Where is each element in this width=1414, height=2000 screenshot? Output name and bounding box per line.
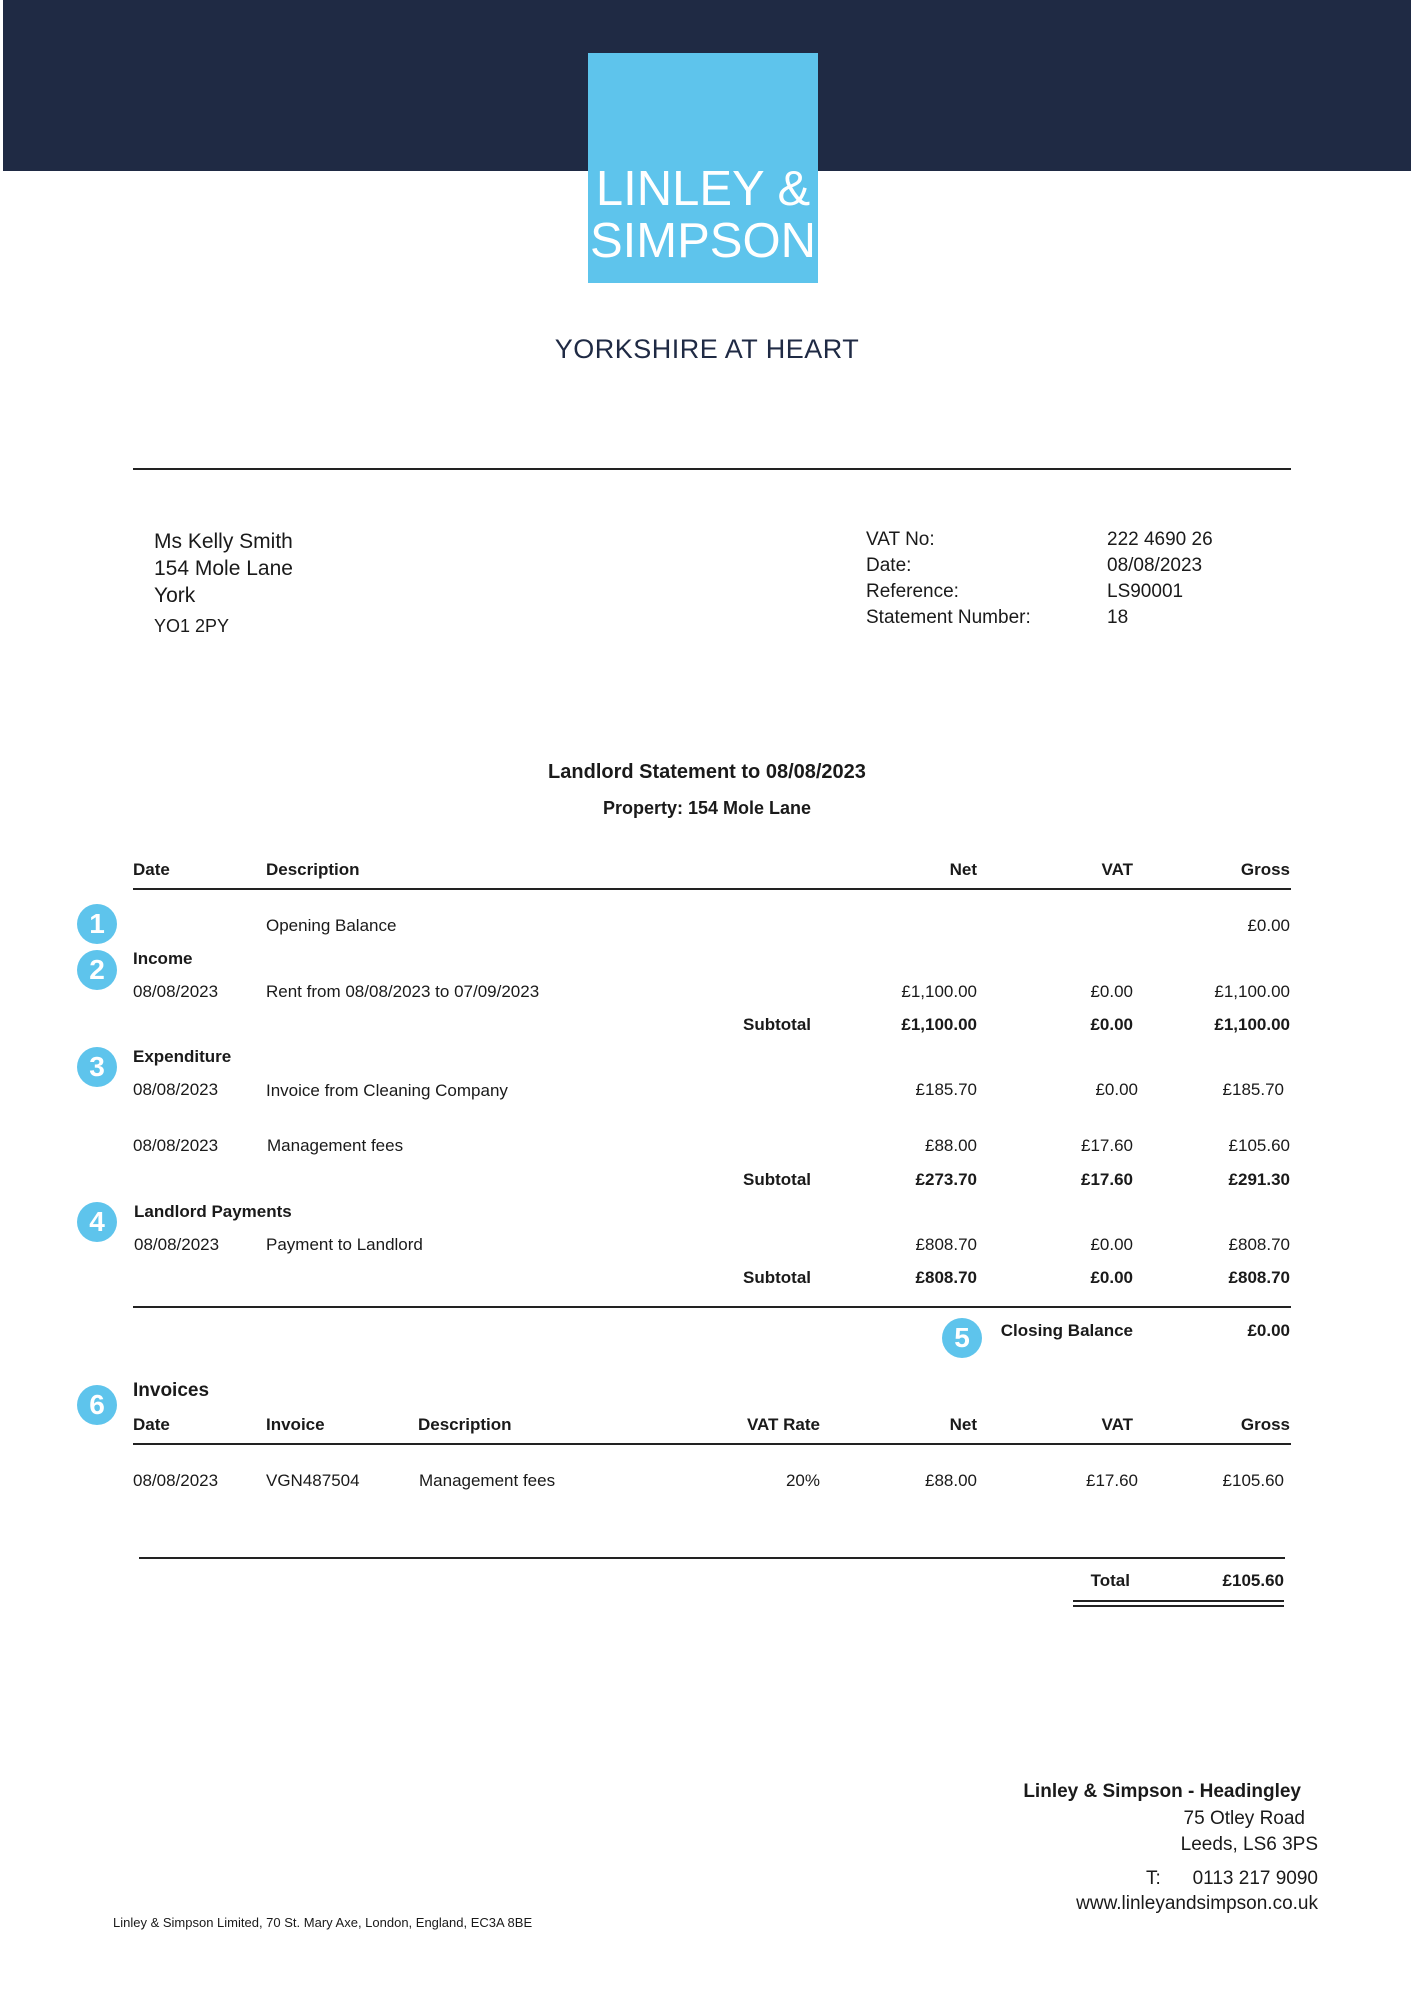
opening-balance-gross: £0.00 <box>1247 916 1290 935</box>
expenditure-row-date: 08/08/2023 <box>133 1080 219 1099</box>
expenditure-row-description: Invoice from Cleaning Company <box>266 1081 508 1100</box>
recipient-city: York <box>154 584 196 607</box>
landlord-payment-row-description: Payment to Landlord <box>266 1235 423 1254</box>
landlord-payments-heading: Landlord Payments <box>134 1202 292 1221</box>
income-heading: Income <box>133 949 193 968</box>
meta-value-reference: LS90001 <box>1107 581 1184 602</box>
recipient-name: Ms Kelly Smith <box>154 530 293 553</box>
office-phone-label: T: <box>1146 1868 1161 1889</box>
invoice-total-value: £105.60 <box>1222 1571 1284 1590</box>
col-header-description: Description <box>266 860 360 879</box>
step-badge-3: 3 <box>77 1047 117 1087</box>
invoice-col-header-date: Date <box>133 1415 170 1434</box>
invoice-row-date: 08/08/2023 <box>133 1471 219 1490</box>
expenditure-subtotal-vat: £17.60 <box>1081 1170 1133 1189</box>
step-badge-6: 6 <box>77 1385 117 1425</box>
invoices-heading: Invoices <box>133 1380 210 1401</box>
statement-title: Landlord Statement to 08/08/2023 <box>548 761 866 783</box>
expenditure-row-description: Management fees <box>267 1136 404 1155</box>
income-row-vat: £0.00 <box>1090 982 1133 1001</box>
tagline: YORKSHIRE AT HEART <box>554 334 860 364</box>
landlord-payments-subtotal-vat: £0.00 <box>1090 1268 1133 1287</box>
meta-label-statement-number: Statement Number: <box>866 607 1031 628</box>
invoice-row-gross: £105.60 <box>1222 1471 1284 1490</box>
expenditure-row-net: £88.00 <box>925 1136 977 1155</box>
total-double-underline-bottom <box>1073 1605 1284 1607</box>
income-subtotal-gross: £1,100.00 <box>1214 1015 1290 1034</box>
expenditure-heading: Expenditure <box>133 1047 232 1066</box>
legal-footer: Linley & Simpson Limited, 70 St. Mary Axe, London, England, EC3A 8BE <box>113 1915 533 1930</box>
income-row-date: 08/08/2023 <box>133 982 219 1001</box>
closing-balance-value: £0.00 <box>1247 1321 1290 1340</box>
meta-value-date: 08/08/2023 <box>1107 555 1203 576</box>
total-divider <box>139 1557 1285 1559</box>
invoice-row-net: £88.00 <box>925 1471 977 1490</box>
recipient-postcode: YO1 2PY <box>154 616 230 636</box>
expenditure-row-vat: £0.00 <box>1095 1080 1138 1099</box>
landlord-payment-row-gross: £808.70 <box>1228 1235 1290 1254</box>
total-double-underline-top <box>1073 1600 1284 1602</box>
invoice-row-description: Management fees <box>419 1471 556 1490</box>
logo-text: LINLEY & SIMPSON <box>590 162 816 268</box>
invoice-col-header-vat-rate: VAT Rate <box>746 1415 820 1434</box>
income-subtotal-label: Subtotal <box>743 1015 811 1034</box>
landlord-payment-row-vat: £0.00 <box>1090 1235 1133 1254</box>
header-divider <box>133 468 1291 470</box>
col-header-net: Net <box>949 860 977 879</box>
expenditure-row-gross: £185.70 <box>1222 1080 1284 1099</box>
statement-property: Property: 154 Mole Lane <box>602 798 812 818</box>
invoice-col-header-vat: VAT <box>1101 1415 1133 1434</box>
recipient-address <box>154 528 293 640</box>
invoice-row-vat-rate: 20% <box>785 1471 820 1490</box>
meta-label-vat: VAT No: <box>866 529 935 550</box>
opening-balance-label: Opening Balance <box>266 916 397 935</box>
invoice-col-header-description: Description <box>418 1415 512 1434</box>
col-header-gross: Gross <box>1240 860 1290 879</box>
recipient-street: 154 Mole Lane <box>154 557 293 580</box>
closing-divider <box>133 1306 1291 1308</box>
meta-value-vat: 222 4690 26 <box>1107 529 1213 550</box>
table-header-rule <box>133 888 1291 890</box>
income-subtotal-net: £1,100.00 <box>901 1015 977 1034</box>
landlord-payment-row-net: £808.70 <box>915 1235 977 1254</box>
office-phone: 0113 217 9090 <box>1192 1868 1318 1889</box>
income-subtotal-vat: £0.00 <box>1090 1015 1133 1034</box>
col-header-date: Date <box>133 860 170 879</box>
company-logo <box>588 53 818 283</box>
office-city: Leeds, LS6 3PS <box>1180 1834 1318 1855</box>
invoice-row-vat: £17.60 <box>1086 1471 1138 1490</box>
meta-label-reference: Reference: <box>866 581 959 602</box>
meta-value-statement-number: 18 <box>1107 607 1129 628</box>
closing-balance-label: Closing Balance <box>1000 1321 1133 1340</box>
step-badge-5: 5 <box>942 1318 982 1358</box>
invoice-header-rule <box>133 1443 1291 1445</box>
invoice-total-label: Total <box>1090 1571 1130 1590</box>
expenditure-row-gross: £105.60 <box>1228 1136 1290 1155</box>
income-row-description: Rent from 08/08/2023 to 07/09/2023 <box>266 982 540 1001</box>
expenditure-subtotal-gross: £291.30 <box>1228 1170 1290 1189</box>
landlord-payments-subtotal-net: £808.70 <box>915 1268 977 1287</box>
step-badge-1: 1 <box>77 904 117 944</box>
invoice-col-header-invoice: Invoice <box>266 1415 325 1434</box>
office-website[interactable]: www.linleyandsimpson.co.uk <box>1076 1893 1318 1914</box>
step-badge-4: 4 <box>77 1202 117 1242</box>
income-row-gross: £1,100.00 <box>1214 982 1290 1001</box>
expenditure-subtotal-net: £273.70 <box>915 1170 977 1189</box>
invoice-col-header-gross: Gross <box>1240 1415 1290 1434</box>
office-street: 75 Otley Road <box>1183 1808 1305 1829</box>
step-badge-2: 2 <box>77 950 117 990</box>
office-name: Linley & Simpson - Headingley <box>1023 1781 1301 1802</box>
landlord-payments-subtotal-label: Subtotal <box>743 1268 811 1287</box>
invoice-col-header-net: Net <box>949 1415 977 1434</box>
meta-label-date: Date: <box>866 555 912 576</box>
expenditure-row-net: £185.70 <box>915 1080 977 1099</box>
expenditure-row-date: 08/08/2023 <box>133 1136 219 1155</box>
landlord-payment-row-date: 08/08/2023 <box>134 1235 220 1254</box>
expenditure-row-vat: £17.60 <box>1081 1136 1133 1155</box>
income-row-net: £1,100.00 <box>901 982 977 1001</box>
col-header-vat: VAT <box>1101 860 1133 879</box>
landlord-payments-subtotal-gross: £808.70 <box>1228 1268 1290 1287</box>
invoice-row-number: VGN487504 <box>266 1471 360 1490</box>
expenditure-subtotal-label: Subtotal <box>743 1170 811 1189</box>
